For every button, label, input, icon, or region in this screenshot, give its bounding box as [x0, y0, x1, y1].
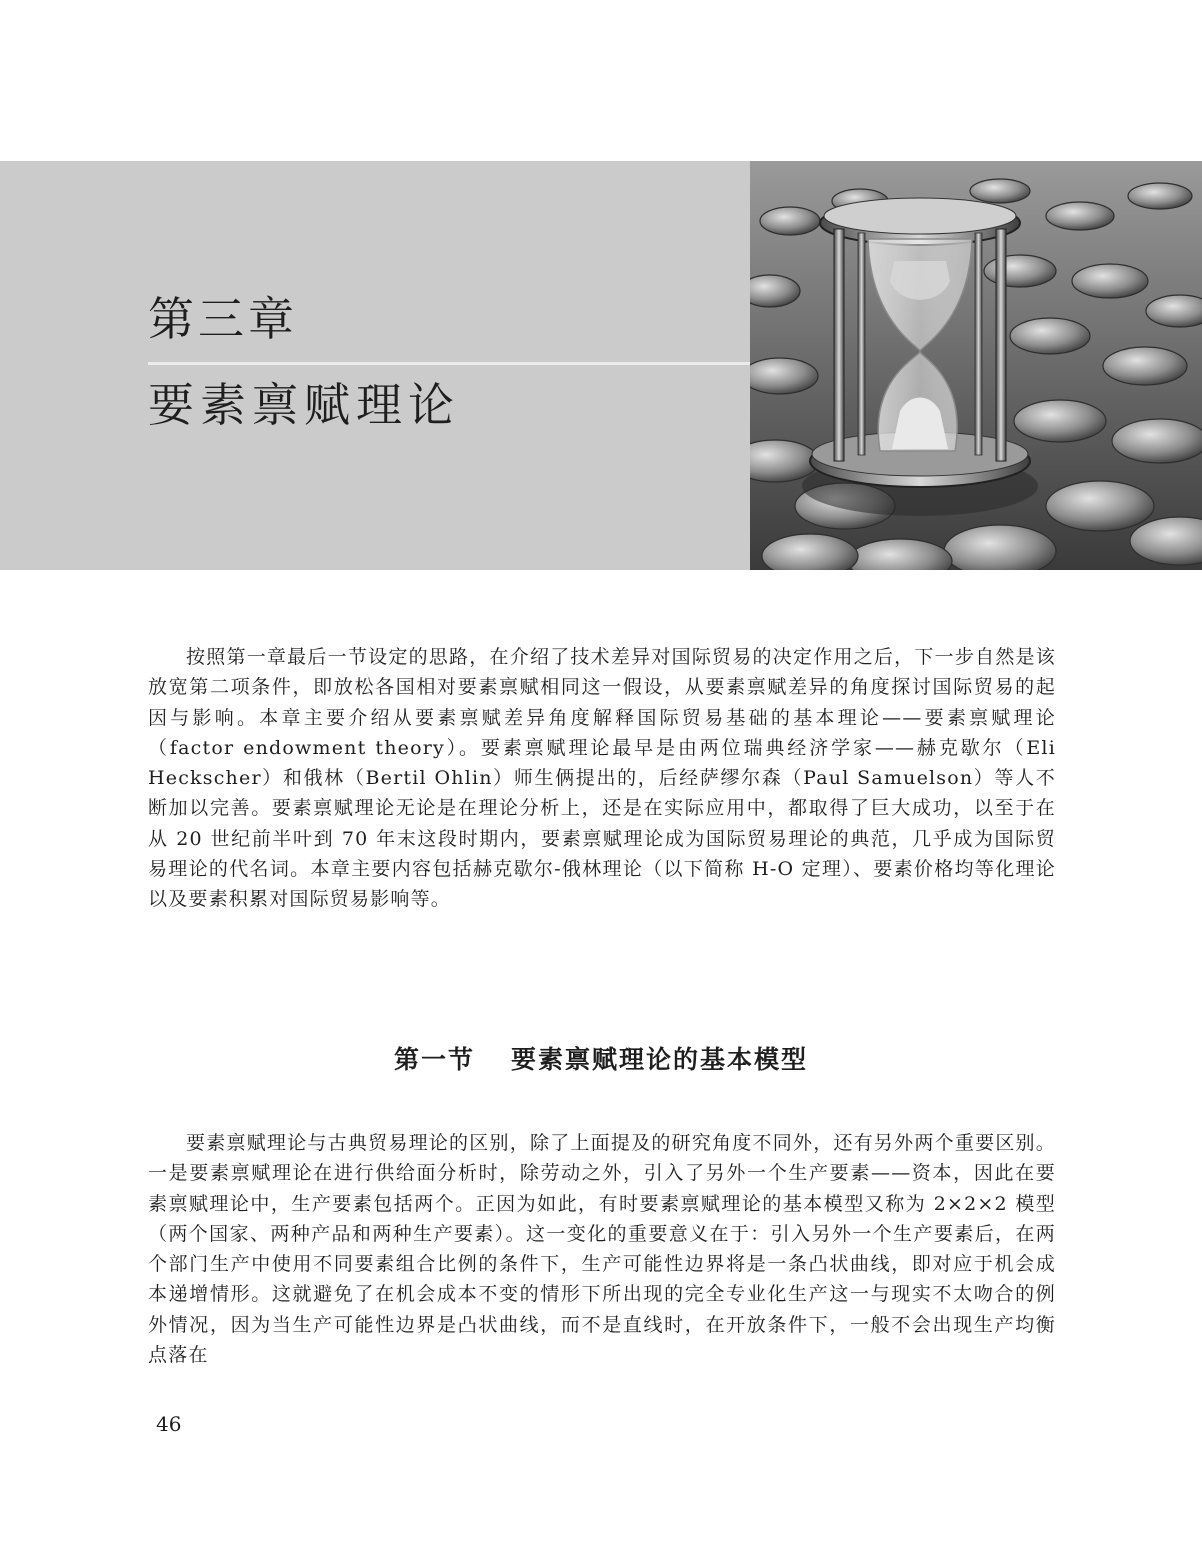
page-number: 46 [156, 1412, 182, 1436]
section-number: 第一节 [393, 1045, 475, 1074]
section-title: 要素禀赋理论的基本模型 [511, 1045, 809, 1074]
intro-paragraph: 按照第一章最后一节设定的思路，在介绍了技术差异对国际贸易的决定作用之后，下一步自然是该放宽第二项条件，即放松各国相对要素禀赋相同这一假设，从要素禀赋差异的角度探讨国际贸易的起因与影响。本章主要介绍从要素禀赋差异角度解释国际贸易基础的基本理论——要素禀赋理论（factor endowment theory）。要素禀赋理论最早是由两位瑞典经济学家——赫克歇尔（Eli Heckscher）和俄林（Bertil Ohlin）师生俩提出的，后经萨缪尔森（Paul Samuelson）等人不断加以完善。要素禀赋理论无论是在理论分析上，还是在实际应用中，都取得了巨大成功，以至于在从 20 世纪前半叶到 70 年末这段时期内，要素禀赋理论成为国际贸易理论的典范，几乎成为国际贸易理论的代名词。本章主要内容包括赫克歇尔-俄林理论（以下简称 H-O 定理）、要素价格均等化理论以及要素积累对国际贸易影响等。 [148, 646, 1056, 911]
section-heading [0, 1040, 1202, 1076]
section-paragraph: 要素禀赋理论与古典贸易理论的区别，除了上面提及的研究角度不同外，还有另外两个重要区别。一是要素禀赋理论在进行供给面分析时，除劳动之外，引入了另外一个生产要素——资本，因此在要素禀赋理论中，生产要素包括两个。正因为如此，有时要素禀赋理论的基本模型又称为 2×2×2 模型（两个国家、两种产品和两种生产要素）。这一变化的重要意义在于：引入另外一个生产要素后，在两个部门生产中使用不同要素组合比例的条件下，生产可能性边界将是一条凸状曲线，即对应于机会成本递增情形。这就避免了在机会成本不变的情形下所出现的完全专业化生产这一与现实不太吻合的例外情况，因为当生产可能性边界是凸状曲线，而不是直线时，在开放条件下，一般不会出现生产均衡点落在 [148, 1132, 1056, 1367]
hourglass-coins-photo [750, 161, 1202, 570]
chapter-title: 要素禀赋理论 [148, 378, 460, 432]
title-divider [148, 362, 750, 365]
chapter-number: 第三章 [148, 292, 298, 346]
